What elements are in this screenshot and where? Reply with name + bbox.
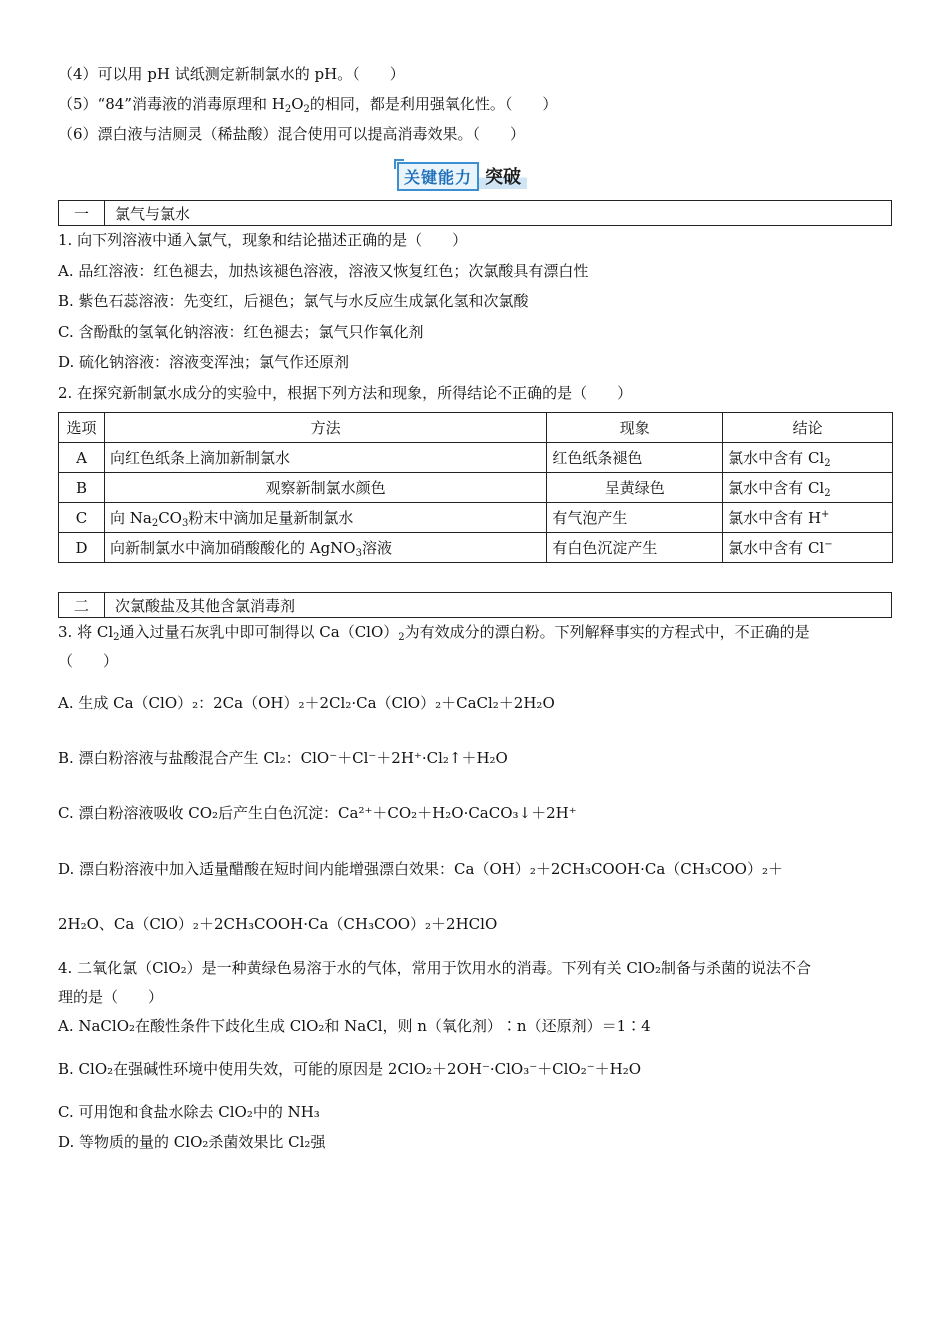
q3-option-c: C. 漂白粉溶液吸收 CO₂后产生白色沉淀：Ca²⁺＋CO₂＋H₂O·CaCO₃↓＋2H⁺ [58,804,577,822]
q1-option-a: A. 品红溶液：红色褪去，加热该褪色溶液，溶液又恢复红色；次氯酸具有漂白性 [58,262,589,280]
cell-phenomenon: 红色纸条褪色 [547,443,723,473]
header-method: 方法 [104,413,546,443]
cell-phenomenon: 有气泡产生 [547,503,723,533]
cell-option: B [59,473,105,503]
cell-conclusion: 氯水中含有 $Cl_2$ [723,443,893,473]
cell-conclusion: 氯水中含有 Cl− [723,533,893,563]
question-1-stem: 1. 向下列溶液中通入氯气，现象和结论描述正确的是（ ） [58,231,468,249]
q3-option-d: D. 漂白粉溶液中加入适量醋酸在短时间内能增强漂白效果：Ca（OH）₂＋2CH₃COOH·Ca（CH₃COO）₂＋ [58,860,783,878]
cell-option: C [59,503,105,533]
q3-option-d-cont: 2H₂O、Ca（ClO）₂＋2CH₃COOH·Ca（CH₃COO）₂＋2HClO [58,915,498,933]
cell-method: 向 $Na_2CO_3$粉末中滴加足量新制氯水 [104,503,546,533]
q4-option-b: B. ClO₂在强碱性环境中使用失效，可能的原因是 2ClO₂＋2OH⁻·ClO₃⁻＋ClO₂⁻＋H₂O [58,1060,642,1078]
key-ability-banner [397,162,527,190]
cell-method: 观察新制氯水颜色 [104,473,546,503]
q4-option-d: D. 等物质的量的 ClO₂杀菌效果比 Cl₂强 [58,1133,326,1151]
cell-phenomenon: 呈黄绿色 [547,473,723,503]
table-header-row [59,413,893,443]
table-row [59,443,893,473]
q2-table [58,412,893,563]
cell-conclusion: 氯水中含有 $Cl_2$ [723,473,893,503]
q3-option-b: B. 漂白粉溶液与盐酸混合产生 Cl₂：ClO⁻＋Cl⁻＋2H⁺·Cl₂↑＋H₂O [58,749,508,767]
header-phenomenon: 现象 [547,413,723,443]
cell-method: 向红色纸条上滴加新制氯水 [104,443,546,473]
section-title: 次氯酸盐及其他含氯消毒剂 [115,596,296,615]
q1-option-c: C. 含酚酞的氢氧化钠溶液：红色褪去；氯气只作氧化剂 [58,323,424,341]
cell-method: 向新制氯水中滴加硝酸酸化的 AgNO$_3$溶液 [104,533,546,563]
table-row [59,503,893,533]
header-option: 选项 [59,413,105,443]
section-header-1 [58,200,892,226]
item-5: （5）“84”消毒液的消毒原理和 $H_2O_2$的相同，都是利用强氧化性。（ ） [58,95,558,115]
section-title: 氯气与氯水 [115,204,191,223]
header-conclusion: 结论 [723,413,893,443]
section-number: 一 [59,201,105,225]
section-header-2 [58,592,892,618]
cell-option: D [59,533,105,563]
question-2-stem: 2. 在探究新制氯水成分的实验中，根据下列方法和现象，所得结论不正确的是（ ） [58,384,633,402]
cell-phenomenon: 有白色沉淀产生 [547,533,723,563]
question-3-stem-cont: （ ） [58,652,119,670]
table-row [59,473,893,503]
item-4: （4）可以用 pH 试纸测定新制氯水的 pH。（ ） [58,65,405,83]
banner-label: 关键能力 [397,162,479,191]
q1-option-b: B. 紫色石蕊溶液：先变红，后褪色；氯气与水反应生成氯化氢和次氯酸 [58,292,529,310]
question-4-stem-cont: 理的是（ ） [58,988,164,1006]
question-3-stem: 3. 将 $Cl_2$通入过量石灰乳中即可制得以 $Ca(ClO)_2$为有效成分的漂白粉。下列解释事实的方程式中，不正确的是 [58,623,810,643]
question-4-stem: 4. 二氧化氯（ClO₂）是一种黄绿色易溶于水的气体，常用于饮用水的消毒。下列有关 ClO₂制备与杀菌的说法不合 [58,959,812,977]
table-row [59,533,893,563]
q1-option-d: D. 硫化钠溶液：溶液变浑浊；氯气作还原剂 [58,353,350,371]
q3-option-a: A. 生成 Ca（ClO）₂：2Ca（OH）₂＋2Cl₂·Ca（ClO）₂＋CaCl₂＋2H₂O [58,694,555,712]
section-number: 二 [59,593,105,617]
q4-option-a: A. NaClO₂在酸性条件下歧化生成 ClO₂和 NaCl，则 n（氧化剂）∶n（还原剂）＝1∶4 [58,1017,651,1035]
banner-title: 突破 [479,163,527,189]
item-6: （6）漂白液与洁厕灵（稀盐酸）混合使用可以提高消毒效果。（ ） [58,125,526,143]
cell-option: A [59,443,105,473]
q4-option-c: C. 可用饱和食盐水除去 ClO₂中的 NH₃ [58,1103,320,1121]
cell-conclusion: 氯水中含有 H+ [723,503,893,533]
